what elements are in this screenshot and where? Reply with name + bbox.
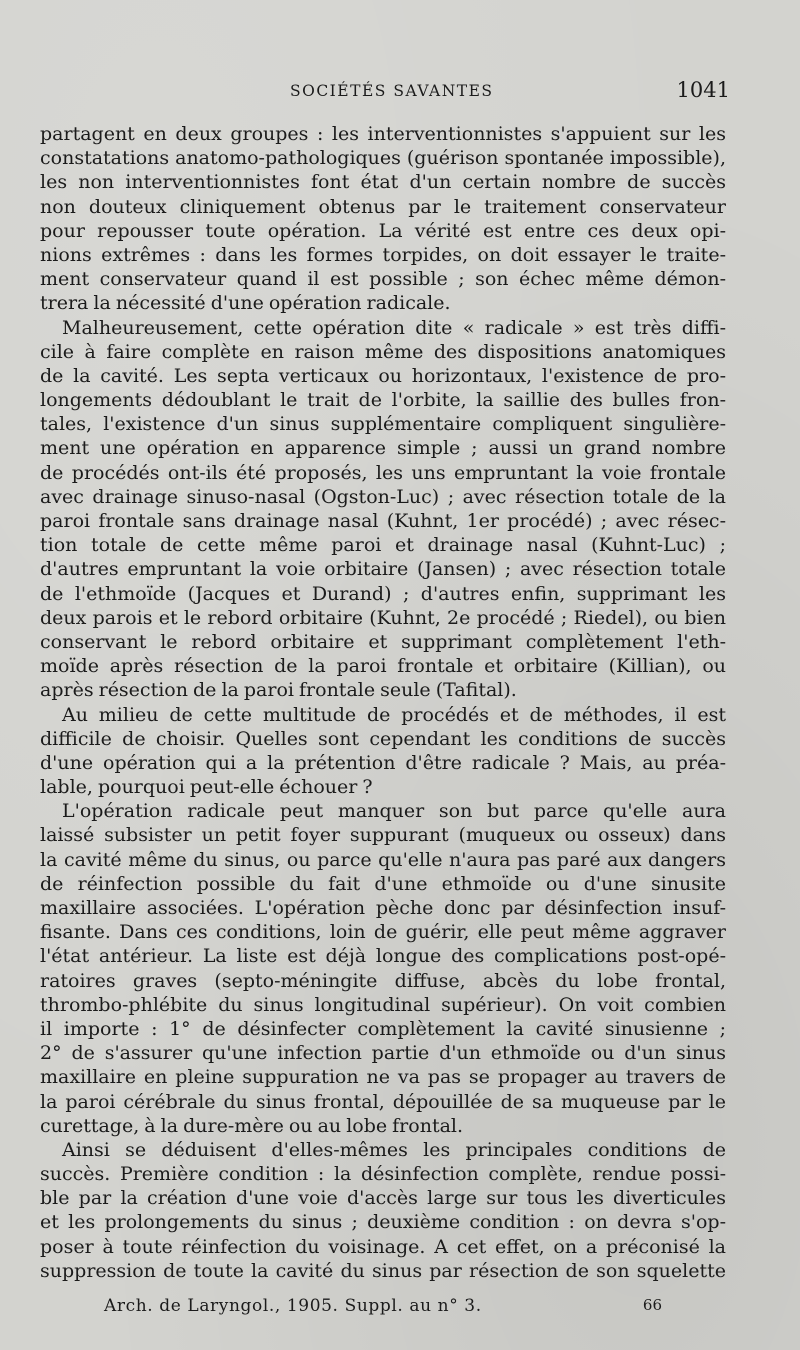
text-line: ment une opération en apparence simple ; aussi un grand nombre [40,437,726,460]
text-line: la paroi cérébrale du sinus frontal, dépouillée de sa muqueuse par le [40,1090,726,1113]
footer-citation: Arch. de Laryngol., 1905. Suppl. au n° 3. [104,1296,482,1316]
text-line: Malheureusement, cette opération dite « radicale » est très diffi- [62,316,726,339]
text-line: paroi frontale sans drainage nasal (Kuhnt, 1er procédé) ; avec résec- [40,510,726,532]
text-line: difficile de choisir. Quelles sont cependant les conditions de succès [40,727,726,750]
text-line: poser à toute réinfection du voisinage. A cet effet, on a préconisé la [40,1235,726,1258]
text-line: laissé subsister un petit foyer suppurant (muqueux ou osseux) dans [40,824,726,847]
text-line: lable, pourquoi peut-elle échouer ? [40,776,373,799]
text-line: constatations anatomo-pathologiques (guérison spontanée impossible), [40,147,726,170]
text-line: de la cavité. Les septa verticaux ou horizontaux, l'existence de pro- [40,364,726,387]
text-line: Au milieu de cette multitude de procédés et de méthodes, il est [62,703,726,726]
text-line: la cavité même du sinus, ou parce qu'elle n'aura pas paré aux dangers [40,848,726,871]
text-line: tales, l'existence d'un sinus supplémentaire compliquent singulière- [40,413,726,436]
text-line: pour repousser toute opération. La vérité est entre ces deux opi- [40,219,726,242]
page-footer [104,1296,662,1320]
text-line: l'état antérieur. La liste est déjà longue des complications post-opé- [40,945,726,968]
text-line: ment conservateur quand il est possible ; son échec même démon- [40,268,726,291]
text-line: d'une opération qui a la prétention d'être radicale ? Mais, au préa- [40,751,726,774]
text-line: moïde après résection de la paroi frontale et orbitaire (Killian), ou [40,655,726,678]
text-line: L'opération radicale peut manquer son but parce qu'elle aura [62,800,726,823]
text-line: succès. Première condition : la désinfection complète, rendue possi- [40,1163,726,1186]
text-line: 2° de s'assurer qu'une infection partie d'un ethmoïde ou d'un sinus [40,1042,726,1065]
text-line: avec drainage sinuso-nasal (Ogston-Luc) ; avec résection totale de la [40,485,726,508]
page-number: 1041 [676,78,730,102]
text-line: et les prolongements du sinus ; deuxième condition : on devra s'op- [40,1211,726,1234]
text-line: tion totale de cette même paroi et drainage nasal (Kuhnt-Luc) ; [40,534,726,557]
text-line: de procédés ont-ils été proposés, les uns empruntant la voie frontale [40,461,726,484]
text-line: deux parois et le rebord orbitaire (Kuhnt, 2e procédé ; Riedel), ou bien [40,606,726,629]
text-line: maxillaire en pleine suppuration ne va pas se propager au travers de [40,1066,726,1089]
text-line: partagent en deux groupes : les interventionnistes s'appuient sur les [40,123,726,145]
text-line: d'autres empruntant la voie orbitaire (Jansen) ; avec résection totale [40,558,726,581]
text-line: il importe : 1° de désinfecter complètement la cavité sinusienne ; [40,1017,726,1040]
text-line: longements dédoublant le trait de l'orbite, la saillie des bulles fron- [40,389,726,412]
text-line: ble par la création d'une voie d'accès large sur tous les diverticules [40,1187,726,1210]
text-line: de l'ethmoïde (Jacques et Durand) ; d'autres enfin, supprimant les [40,582,726,605]
text-line: de réinfection possible du fait d'une ethmoïde ou d'une sinusite [40,872,726,895]
text-line: les non interventionnistes font état d'un certain nombre de succès [40,171,726,194]
running-head [40,78,730,102]
text-line: thrombo-phlébite du sinus longitudinal supérieur). On voit combien [40,993,726,1016]
text-line: après résection de la paroi frontale seule (Tafital). [40,679,517,702]
text-line: nions extrêmes : dans les formes torpides, on doit essayer le traite- [40,243,726,266]
text-line: Ainsi se déduisent d'elles-mêmes les principales conditions de [62,1138,726,1161]
running-title: SOCIÉTÉS SAVANTES [290,82,494,100]
text-line: ratoires graves (septo-méningite diffuse, abcès du lobe frontal, [40,969,726,992]
text-line: conservant le rebord orbitaire et supprimant complètement l'eth- [40,630,726,653]
text-line: non douteux cliniquement obtenus par le traitement conservateur [40,195,726,218]
text-line: cile à faire complète en raison même des dispositions anatomiques [40,340,726,363]
text-line: suppression de toute la cavité du sinus par résection de son squelette [40,1259,726,1282]
text-line: curettage, à la dure-mère ou au lobe frontal. [40,1114,464,1137]
text-line: trera la nécessité d'une opération radicale. [40,292,451,315]
text-line: maxillaire associées. L'opération pèche donc par désinfection insuf- [40,897,726,919]
body-text [40,122,726,1283]
text-line: fisante. Dans ces conditions, loin de guérir, elle peut même aggraver [40,921,726,944]
footer-sheet-number: 66 [642,1296,662,1314]
